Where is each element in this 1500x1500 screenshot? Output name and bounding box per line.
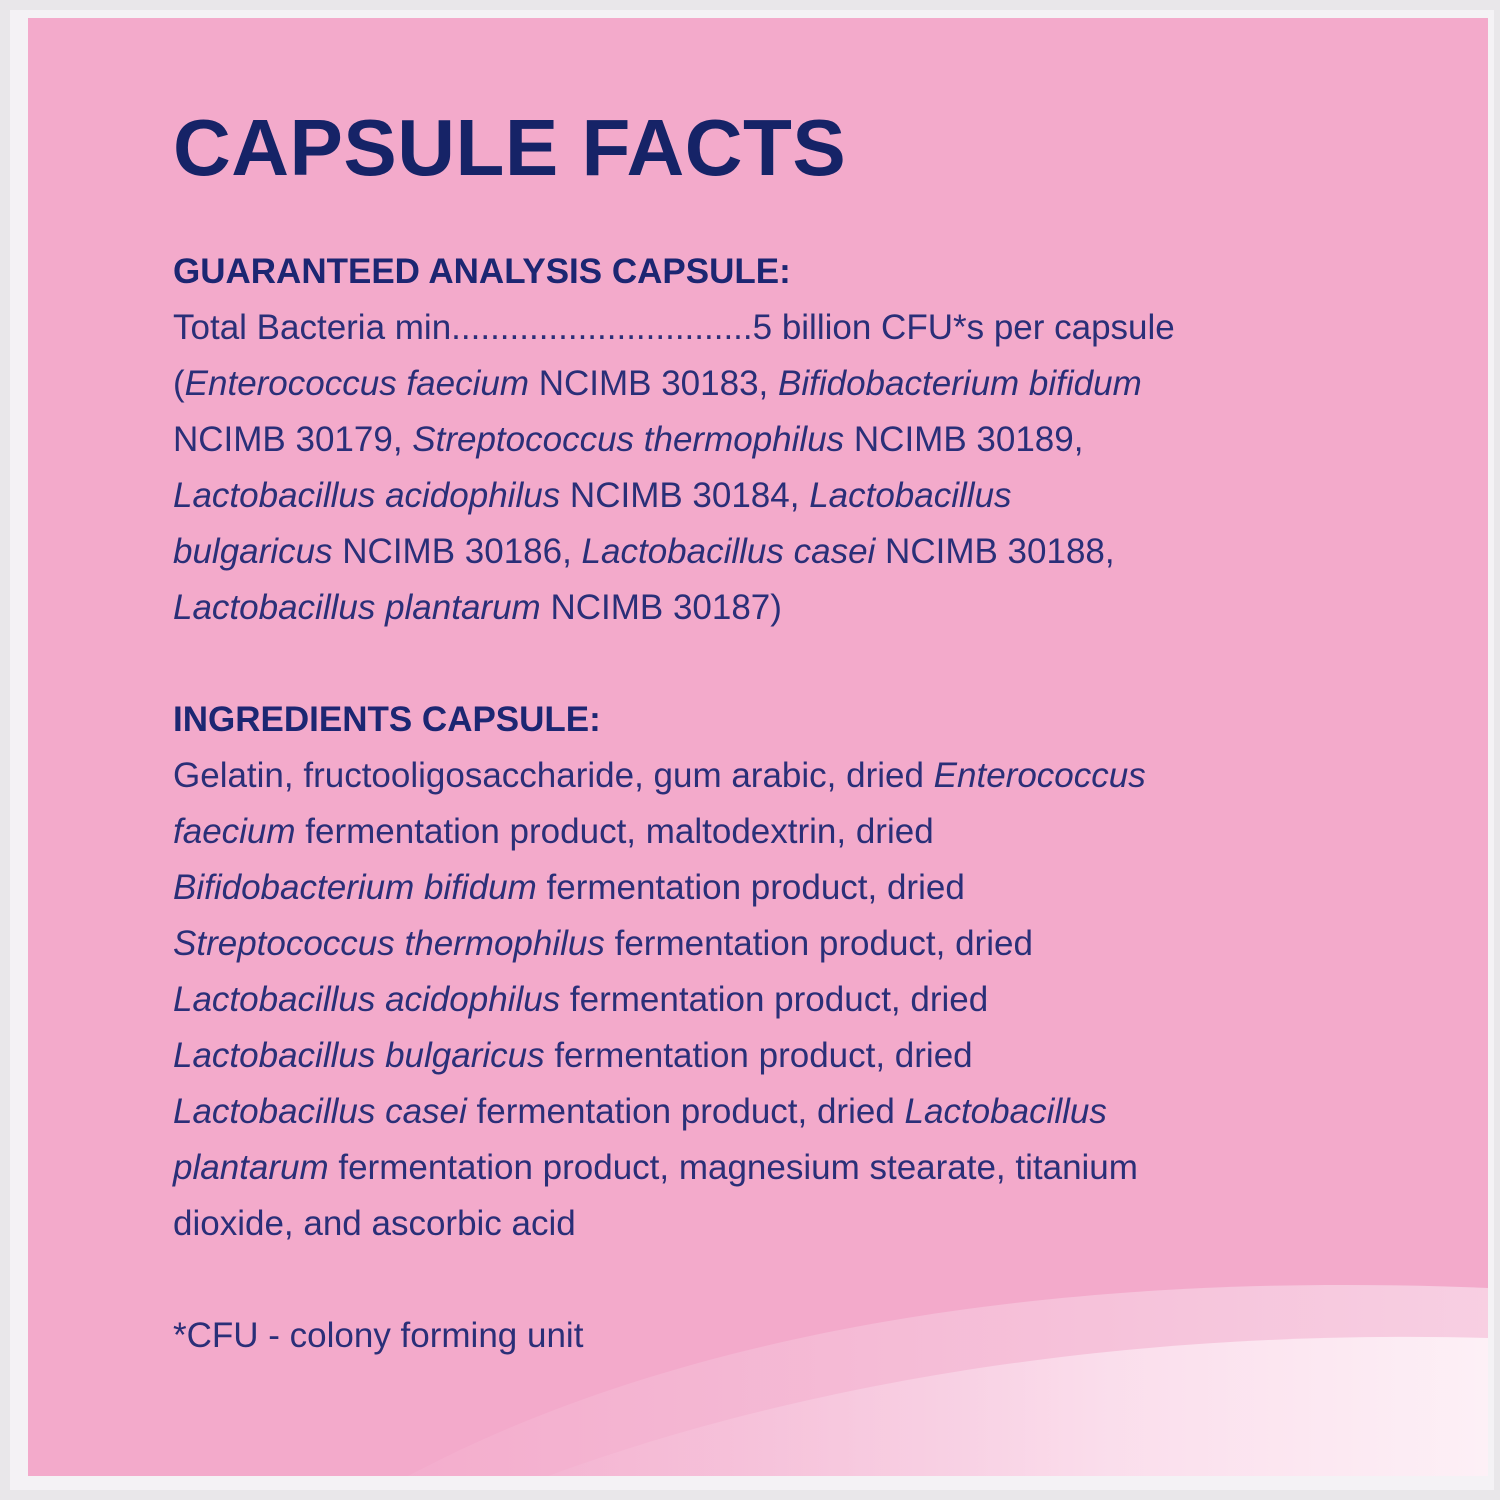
- ingredients-line-7: [173, 1084, 1433, 1140]
- section-gap: [173, 1252, 1433, 1308]
- capsule-facts-panel: [28, 18, 1488, 1476]
- total-bacteria-value: 5 billion CFU*s per capsule: [752, 308, 1175, 347]
- strain-code: NCIMB 30186,: [332, 532, 582, 571]
- capsule-facts-content: [173, 100, 1433, 1364]
- cfu-footnote: *CFU - colony forming unit: [173, 1316, 584, 1355]
- strain-line-1: [173, 356, 1433, 412]
- ingredient-text: fermentation product, maltodextrin, dried: [295, 812, 934, 851]
- ingredient-text: fermentation product, dried: [604, 924, 1033, 963]
- strain-name: Lactobacillus acidophilus: [173, 476, 561, 515]
- ingredient-italic: Enterococcus: [933, 756, 1146, 795]
- ingredient-italic: Streptococcus thermophilus: [173, 924, 605, 963]
- strain-code: NCIMB 30187): [540, 588, 782, 627]
- ingredient-italic: Lactobacillus bulgaricus: [173, 1036, 545, 1075]
- ingredient-text: fermentation product, dried: [466, 1092, 905, 1131]
- strain-name: Lactobacillus plantarum: [173, 588, 541, 627]
- ingredient-text: Gelatin, fructooligosaccharide, gum arabic, dried: [173, 756, 934, 795]
- ingredients-line-6: [173, 1028, 1433, 1084]
- ingredients-line-5: [173, 972, 1433, 1028]
- ingredient-text: fermentation product, dried: [544, 1036, 973, 1075]
- strain-line-5: [173, 580, 1433, 636]
- ingredient-italic: Lactobacillus: [904, 1092, 1107, 1131]
- strain-name: Bifidobacterium bifidum: [777, 364, 1142, 403]
- guaranteed-analysis-heading: GUARANTEED ANALYSIS CAPSULE:: [173, 252, 791, 291]
- strain-code: NCIMB 30188,: [875, 532, 1115, 571]
- ingredient-italic: Bifidobacterium bifidum: [173, 868, 537, 907]
- strain-code: NCIMB 30183,: [528, 364, 778, 403]
- strain-name: Enterococcus faecium: [184, 364, 529, 403]
- ingredient-italic: Lactobacillus acidophilus: [173, 980, 561, 1019]
- strain-name: Streptococcus thermophilus: [412, 420, 845, 459]
- ingredients-line-1: [173, 748, 1433, 804]
- strain-code: NCIMB 30184,: [560, 476, 810, 515]
- page-title: CAPSULE FACTS: [173, 103, 847, 192]
- ingredient-text: fermentation product, dried: [560, 980, 989, 1019]
- ingredients-line-4: [173, 916, 1433, 972]
- ingredient-text: fermentation product, magnesium stearate, titanium: [328, 1148, 1138, 1187]
- ingredient-italic: faecium: [173, 812, 296, 851]
- strain-name: Lactobacillus: [809, 476, 1012, 515]
- strain-code: NCIMB 30179,: [173, 420, 413, 459]
- strain-prefix: (: [173, 364, 185, 403]
- leader-dots: ...............................: [451, 308, 753, 347]
- strain-line-2: [173, 412, 1433, 468]
- strain-line-4: [173, 524, 1433, 580]
- total-bacteria-line: [173, 300, 1433, 356]
- ingredient-italic: plantarum: [173, 1148, 329, 1187]
- ingredient-italic: Lactobacillus casei: [173, 1092, 467, 1131]
- section-gap: [173, 636, 1433, 692]
- ingredients-line-8: [173, 1140, 1433, 1196]
- ingredients-line-2: [173, 804, 1433, 860]
- ingredient-text: fermentation product, dried: [536, 868, 965, 907]
- ingredients-heading: INGREDIENTS CAPSULE:: [173, 700, 601, 739]
- ingredients-line-9: [173, 1196, 1433, 1252]
- ingredients-line-3: [173, 860, 1433, 916]
- strain-name: Lactobacillus casei: [581, 532, 876, 571]
- total-bacteria-label: Total Bacteria min: [173, 308, 452, 347]
- ingredient-text: dioxide, and ascorbic acid: [173, 1204, 576, 1243]
- strain-name: bulgaricus: [173, 532, 333, 571]
- strain-code: NCIMB 30189,: [844, 420, 1084, 459]
- strain-line-3: [173, 468, 1433, 524]
